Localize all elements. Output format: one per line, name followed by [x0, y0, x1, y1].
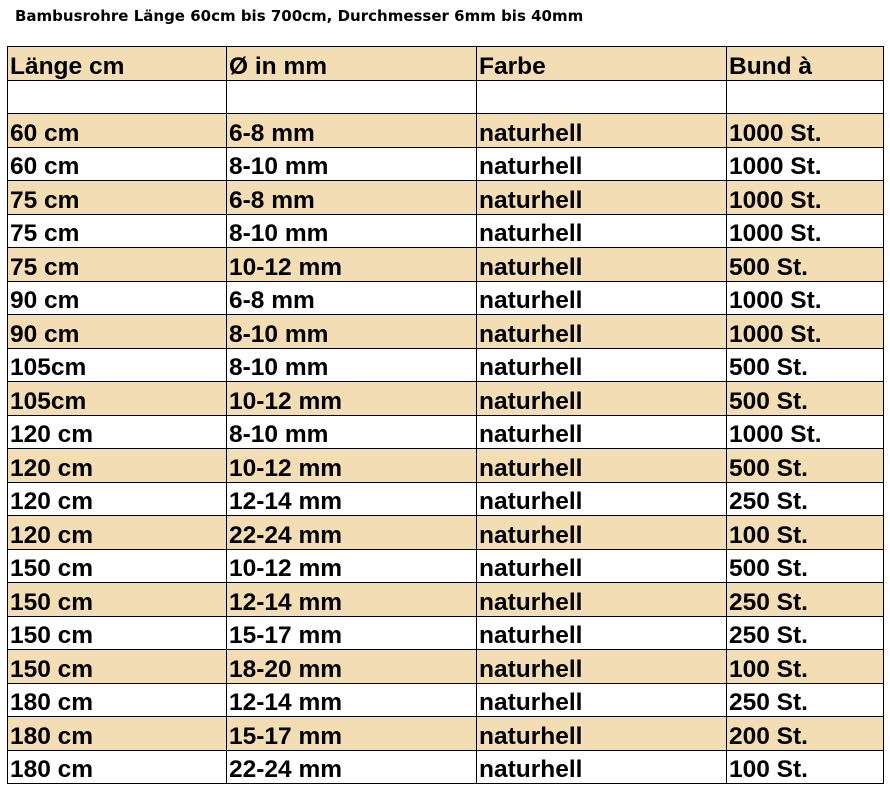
cell-diameter: 6-8 mm	[227, 281, 477, 315]
cell-color: naturhell	[477, 449, 727, 483]
cell-bundle: 100 St.	[727, 650, 884, 684]
cell-diameter: 6-8 mm	[227, 181, 477, 215]
table-row	[8, 583, 884, 617]
cell-diameter: 22-24 mm	[227, 516, 477, 550]
cell-color: naturhell	[477, 147, 727, 181]
table-row	[8, 415, 884, 449]
cell-color: naturhell	[477, 382, 727, 416]
cell-diameter: 12-14 mm	[227, 583, 477, 617]
cell-length: 90 cm	[8, 315, 227, 349]
cell-diameter: 18-20 mm	[227, 650, 477, 684]
cell-color: naturhell	[477, 549, 727, 583]
cell-length: 180 cm	[8, 750, 227, 784]
table-spacer-row	[8, 80, 884, 114]
cell-bundle: 1000 St.	[727, 181, 884, 215]
cell-length: 120 cm	[8, 482, 227, 516]
empty-cell	[227, 80, 477, 114]
table-header-row	[8, 47, 884, 81]
cell-length: 75 cm	[8, 248, 227, 282]
cell-bundle: 1000 St.	[727, 214, 884, 248]
table-row	[8, 750, 884, 784]
cell-bundle: 250 St.	[727, 583, 884, 617]
cell-length: 75 cm	[8, 181, 227, 215]
cell-length: 120 cm	[8, 516, 227, 550]
cell-color: naturhell	[477, 181, 727, 215]
table-row	[8, 114, 884, 148]
column-header-color: Farbe	[477, 47, 727, 81]
cell-bundle: 500 St.	[727, 348, 884, 382]
table-row	[8, 449, 884, 483]
table-row	[8, 616, 884, 650]
bamboo-price-table	[7, 46, 884, 784]
cell-bundle: 1000 St.	[727, 147, 884, 181]
cell-length: 120 cm	[8, 449, 227, 483]
column-header-bundle: Bund à	[727, 47, 884, 81]
cell-length: 150 cm	[8, 616, 227, 650]
cell-color: naturhell	[477, 281, 727, 315]
table-row	[8, 516, 884, 550]
cell-diameter: 22-24 mm	[227, 750, 477, 784]
cell-diameter: 6-8 mm	[227, 114, 477, 148]
cell-length: 180 cm	[8, 717, 227, 751]
cell-color: naturhell	[477, 415, 727, 449]
page-title: Bambusrohre Länge 60cm bis 700cm, Durchmesser 6mm bis 40mm	[15, 7, 584, 25]
cell-length: 60 cm	[8, 114, 227, 148]
cell-length: 90 cm	[8, 281, 227, 315]
cell-diameter: 15-17 mm	[227, 717, 477, 751]
cell-color: naturhell	[477, 516, 727, 550]
cell-diameter: 8-10 mm	[227, 348, 477, 382]
table-row	[8, 214, 884, 248]
cell-diameter: 8-10 mm	[227, 415, 477, 449]
cell-length: 120 cm	[8, 415, 227, 449]
table-row	[8, 549, 884, 583]
cell-color: naturhell	[477, 750, 727, 784]
cell-bundle: 1000 St.	[727, 315, 884, 349]
cell-diameter: 12-14 mm	[227, 683, 477, 717]
cell-length: 150 cm	[8, 549, 227, 583]
table-row	[8, 181, 884, 215]
cell-color: naturhell	[477, 248, 727, 282]
cell-bundle: 1000 St.	[727, 114, 884, 148]
cell-diameter: 10-12 mm	[227, 248, 477, 282]
cell-color: naturhell	[477, 482, 727, 516]
cell-color: naturhell	[477, 348, 727, 382]
cell-color: naturhell	[477, 583, 727, 617]
cell-diameter: 10-12 mm	[227, 549, 477, 583]
cell-diameter: 10-12 mm	[227, 449, 477, 483]
cell-bundle: 250 St.	[727, 482, 884, 516]
cell-diameter: 8-10 mm	[227, 214, 477, 248]
cell-bundle: 200 St.	[727, 717, 884, 751]
empty-cell	[727, 80, 884, 114]
cell-bundle: 1000 St.	[727, 415, 884, 449]
table-row	[8, 482, 884, 516]
cell-diameter: 8-10 mm	[227, 315, 477, 349]
cell-length: 60 cm	[8, 147, 227, 181]
table-row	[8, 248, 884, 282]
cell-length: 75 cm	[8, 214, 227, 248]
cell-color: naturhell	[477, 616, 727, 650]
column-header-length: Länge cm	[8, 47, 227, 81]
table-row	[8, 281, 884, 315]
table-row	[8, 683, 884, 717]
cell-diameter: 8-10 mm	[227, 147, 477, 181]
cell-bundle: 250 St.	[727, 683, 884, 717]
cell-bundle: 500 St.	[727, 549, 884, 583]
cell-color: naturhell	[477, 315, 727, 349]
cell-length: 150 cm	[8, 650, 227, 684]
cell-bundle: 100 St.	[727, 516, 884, 550]
column-header-diameter: Ø in mm	[227, 47, 477, 81]
cell-bundle: 500 St.	[727, 382, 884, 416]
table-row	[8, 650, 884, 684]
table-row	[8, 348, 884, 382]
empty-cell	[8, 80, 227, 114]
cell-color: naturhell	[477, 717, 727, 751]
table-row	[8, 382, 884, 416]
cell-length: 105cm	[8, 382, 227, 416]
table-row	[8, 147, 884, 181]
table-row	[8, 315, 884, 349]
cell-length: 180 cm	[8, 683, 227, 717]
cell-bundle: 250 St.	[727, 616, 884, 650]
cell-length: 150 cm	[8, 583, 227, 617]
cell-bundle: 500 St.	[727, 449, 884, 483]
table-row	[8, 717, 884, 751]
cell-color: naturhell	[477, 214, 727, 248]
cell-color: naturhell	[477, 650, 727, 684]
cell-diameter: 12-14 mm	[227, 482, 477, 516]
cell-length: 105cm	[8, 348, 227, 382]
cell-bundle: 1000 St.	[727, 281, 884, 315]
cell-color: naturhell	[477, 114, 727, 148]
cell-diameter: 10-12 mm	[227, 382, 477, 416]
cell-bundle: 100 St.	[727, 750, 884, 784]
cell-color: naturhell	[477, 683, 727, 717]
cell-diameter: 15-17 mm	[227, 616, 477, 650]
empty-cell	[477, 80, 727, 114]
cell-bundle: 500 St.	[727, 248, 884, 282]
